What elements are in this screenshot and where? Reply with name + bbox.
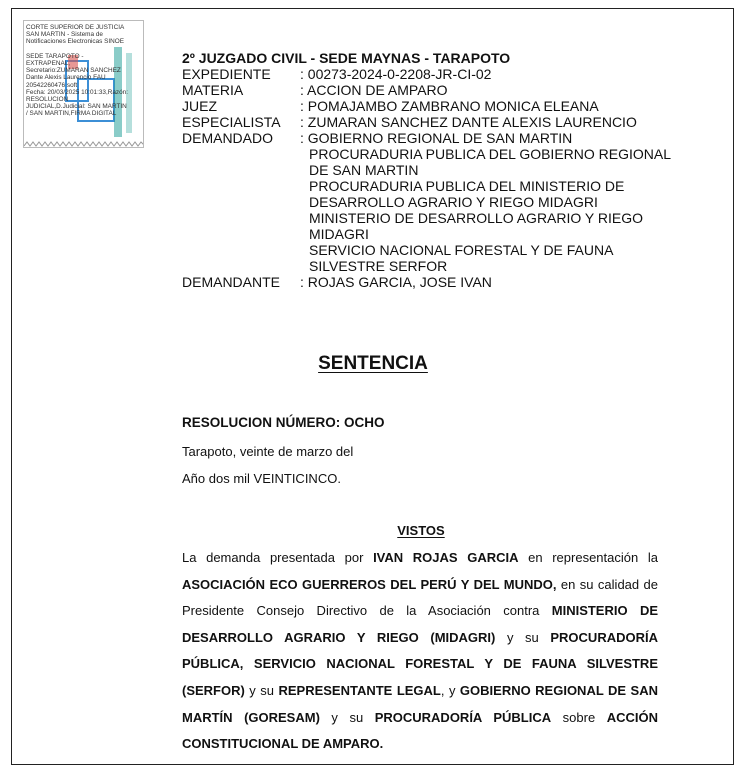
text-run: sobre — [551, 709, 607, 725]
digital-signature-stamp — [23, 20, 144, 148]
field-label: MATERIA — [182, 82, 244, 98]
stamp-line: RESOLUCIÓN — [26, 96, 69, 104]
text-run: La demanda presentada por — [182, 550, 374, 565]
place-date: Tarapoto, veinte de marzo del — [182, 444, 354, 459]
bold-text-run: IVAN ROJAS GARCIA — [373, 550, 519, 565]
resolution-number: RESOLUCION NÚMERO: OCHO — [182, 415, 385, 430]
field-value: : 00273-2024-0-2208-JR-CI-02 — [300, 66, 492, 82]
bold-text-run: MINISTERIO DE DESARROLLO AGRARIO Y RIEGO (MIDAGRI) — [182, 603, 658, 645]
field-value: : GOBIERNO REGIONAL DE SAN MARTIN — [300, 130, 573, 146]
vistos-heading-text: VISTOS — [397, 523, 445, 538]
demandado-line: MINISTERIO DE DESARROLLO AGRARIO Y RIEGO — [309, 210, 644, 226]
field-label: ESPECIALISTA — [182, 114, 281, 130]
demandado-line: SERVICIO NACIONAL FORESTAL Y DE FAUNA — [309, 242, 614, 258]
document-title-text: SENTENCIA — [318, 353, 428, 374]
year-line: Año dos mil VEINTICINCO. — [182, 471, 341, 486]
body-paragraph — [182, 545, 658, 758]
stamp-line: Notificaciones Electronicas SINOE — [26, 38, 125, 46]
demandado-line: SILVESTRE SERFOR — [309, 258, 448, 274]
field-value: : POMAJAMBO ZAMBRANO MONICA ELEANA — [300, 98, 599, 114]
text-run: y su — [319, 709, 375, 725]
text-run: en representación la — [518, 550, 658, 565]
stamp-line: Dante Alexis Laurencio FAU — [26, 74, 106, 82]
field-label: DEMANDADO — [182, 130, 274, 146]
stamp-line: SEDE TARAPOTO - — [26, 52, 84, 60]
stamp-line: / SAN MARTIN,FIRMA DIGITAL — [26, 110, 117, 118]
vistos-heading — [0, 523, 746, 538]
stamp-line: Fecha: 20/03/2025 10:01:33,Razón: — [26, 88, 128, 96]
bold-text-run: REPRESENTANTE LEGAL — [278, 682, 441, 698]
stamp-line: 20542260476 soft — [26, 81, 78, 89]
field-value: : ROJAS GARCIA, JOSE IVAN — [300, 274, 492, 290]
bold-text-run: ASOCIACIÓN ECO GUERREROS DEL PERÚ Y DEL MUNDO, — [182, 576, 557, 592]
demandado-line: PROCURADURIA PUBLICA DEL GOBIERNO REGIONAL — [309, 146, 672, 162]
field-label: JUEZ — [182, 98, 217, 114]
field-label: DEMANDANTE — [182, 274, 281, 290]
stamp-line — [26, 46, 141, 53]
court-name: 2º JUZGADO CIVIL - SEDE MAYNAS - TARAPOTO — [182, 50, 511, 66]
demandado-line: DESARROLLO AGRARIO Y RIEGO MIDAGRI — [309, 194, 598, 210]
text-run: en su calidad de Presidente Consejo Directivo de la Asociación contra — [182, 576, 659, 619]
stamp-border-pattern — [24, 141, 144, 147]
stamp-line: SAN MARTIN - Sistema de — [26, 31, 103, 39]
text-run: y su — [495, 629, 551, 645]
stamp-line: EXTRAPENAL, — [26, 60, 71, 68]
stamp-text — [26, 24, 141, 118]
bold-text-run: PROCURADORÍA PÚBLICA — [374, 709, 552, 725]
stamp-line: JUDICIAL,D.Judicial: SAN MARTIN — [26, 103, 127, 111]
stamp-line: Secretario:ZUMARAN SANCHEZ — [26, 67, 121, 75]
bold-text-run: ACCIÓN CONSTITUCIONAL DE AMPARO. — [182, 709, 658, 752]
document-title — [0, 353, 746, 375]
bold-text-run: GOBIERNO REGIONAL DE SAN MARTÍN (GORESAM) — [182, 682, 658, 725]
text-run: y su — [244, 682, 279, 698]
demandado-line: DE SAN MARTIN — [309, 162, 419, 178]
field-label: EXPEDIENTE — [182, 66, 271, 82]
field-value: : ACCION DE AMPARO — [300, 82, 448, 98]
text-run: , y — [440, 682, 460, 698]
demandado-line: PROCURADURIA PUBLICA DEL MINISTERIO DE — [309, 178, 625, 194]
bold-text-run: PROCURADORÍA PÚBLICA, SERVICIO NACIONAL FORESTAL Y DE FAUNA SILVESTRE (SERFOR) — [182, 629, 658, 698]
field-value: : ZUMARAN SANCHEZ DANTE ALEXIS LAURENCIO — [300, 114, 637, 130]
stamp-line: CORTE SUPERIOR DE JUSTICIA — [26, 24, 125, 31]
demandado-line: MIDAGRI — [309, 226, 369, 242]
